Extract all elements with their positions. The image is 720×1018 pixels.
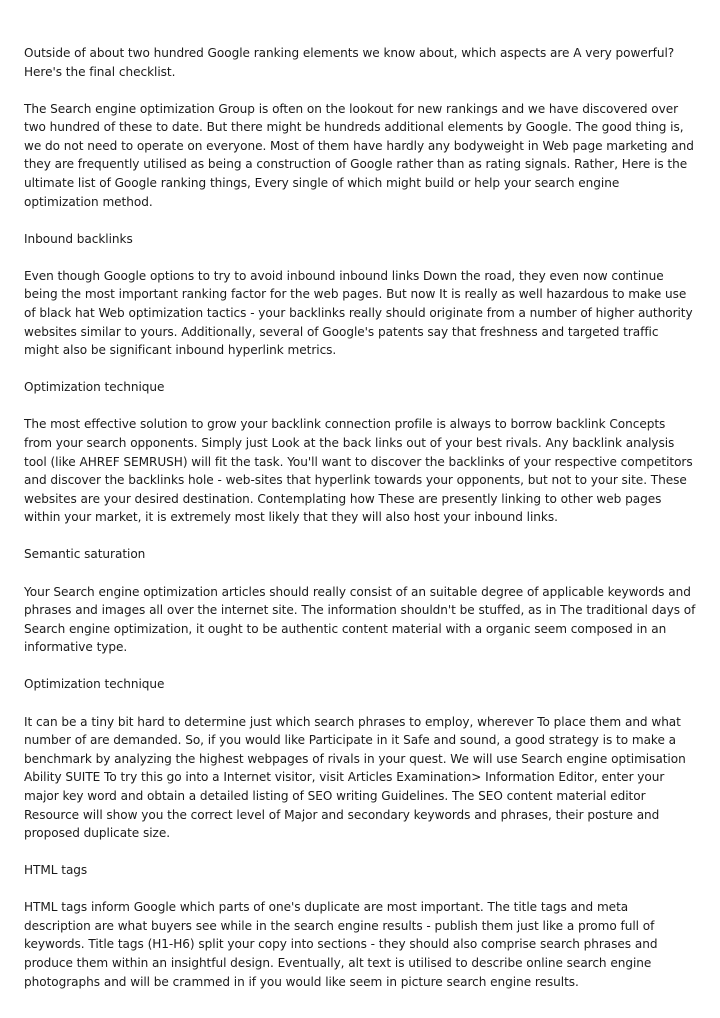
body-paragraph-5: It can be a tiny bit hard to determine just which search phrases to employ, wherever To place them and what number of are demanded. So, if you would like Participate in it Safe and sound, a good strategy is to make a benchmark by analyzing the highest webpages of rivals in your quest. We will use Search engine optimisation Ability SUITE To try this go into a Internet visitor, visit Articles Examination> Information Editor, enter your major key word and obtain a detailed listing of SEO writing Guidelines. The SEO content material editor Resource will show you the correct level of Major and secondary keywords and phrases, their posture and proposed duplicate size. [24,714,686,841]
body-paragraph-2: Even though Google options to try to avoid inbound inbound links Down the road, they even now continue being the most important ranking factor for the web pages. But now It is really as well hazardous to make use of black hat Web optimization tactics - your backlinks really should originate from a number of higher authority websites similar to yours. Additionally, several of Google's patents say that freshness and targeted traffic might also be significant inbound hyperlink metrics. [24,268,693,358]
section-heading-optimization-technique: Optimization technique [24,380,165,395]
body-paragraph-1: The Search engine optimization Group is often on the lookout for new rankings and we have discovered over two hundred of these to date. But there might be hundreds additional elements by Google. The good thing is, we do not need to operate on everyone. Most of them have hardly any bodyweight in Web page marketing and they are frequently utilised as being a construction of Google rather than as rating signals. Rather, Here is the ultimate list of Google ranking things, Every single of which might build or help your search engine optimization method. [24,101,694,209]
intro-paragraph: Outside of about two hundred Google ranking elements we know about, which aspects are A very powerful? Here's the final checklist. [24,46,675,79]
section-heading-html-tags: HTML tags [24,863,88,878]
body-paragraph-3: The most effective solution to grow your backlink connection profile is always to borrow backlink Concepts from your search opponents. Simply just Look at the back links out of your best rivals. Any backlink analysis tool (like AHREF SEMRUSH) will fit the task. You'll want to discover the backlinks of your respective competitors and discover the backlinks hole - web-sites that hyperlink towards your opponents, but not to your site. These websites are your desired destination. Contemplating how These are presently linking to other web pages within your market, it is extremely most likely that they will also host your inbound links. [24,417,693,525]
section-heading-inbound-backlinks: Inbound backlinks [24,231,133,246]
section-heading-semantic-saturation: Semantic saturation [24,547,146,562]
body-paragraph-4: Your Search engine optimization articles should really consist of an suitable degree of applicable keywords and phrases and images all over the internet site. The information shouldn't be stuffed, as in The traditional days of Search engine optimization, it ought to be authentic content material with a organic seem composed in an informative type. [24,584,696,655]
body-paragraph-6: HTML tags inform Google which parts of one's duplicate are most important. The title tags and meta description are what buyers see while in the search engine results - publish them just like a promo full of keywords. Title tags (H1-H6) split your copy into sections - they should also comprise search phrases and produce them within an insightful design. Eventually, alt text is utilised to describe online search engine photographs and will be crammed in if you would like seem in picture search engine results. [24,900,658,989]
section-heading-optimization-technique-2: Optimization technique [24,677,165,692]
